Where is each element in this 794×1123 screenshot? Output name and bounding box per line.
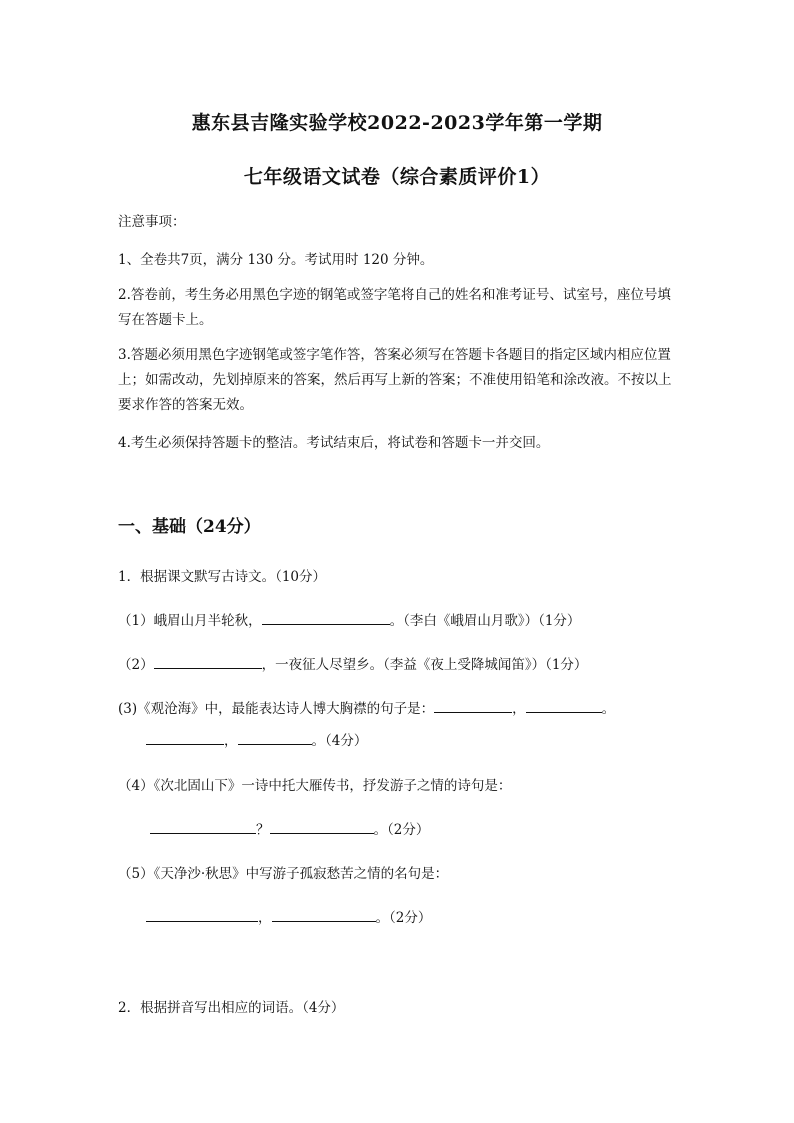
sub-1-prefix: （1）峨眉山月半轮秋，	[118, 613, 262, 629]
notice-heading: 注意事项：	[118, 214, 186, 230]
answer-blank[interactable]	[146, 730, 224, 745]
sub-4-end: 。（2分）	[373, 822, 430, 838]
question-1-sub-4-answer	[150, 818, 429, 838]
sub-2-prefix: （2）	[118, 657, 154, 673]
answer-blank[interactable]	[238, 730, 312, 745]
sub-3-separator: ，	[512, 701, 526, 717]
question-1-sub-3	[118, 697, 615, 717]
exam-title-line2: 七年级语文试卷（综合素质评价1）	[243, 166, 551, 188]
question-1-sub-4: （4）《次北固山下》一诗中托大雁传书，抒发游子之情的诗句是：	[118, 778, 512, 794]
notice-item-1: 1、全卷共7页，满分 130 分。考试用时 120 分钟。	[118, 252, 434, 268]
notice-item-4: 4.考生必须保持答题卡的整洁。考试结束后，将试卷和答题卡一并交回。	[118, 435, 550, 451]
sub-5-end: 。（2分）	[375, 910, 432, 926]
answer-blank[interactable]	[154, 654, 262, 669]
answer-blank[interactable]	[270, 819, 374, 834]
question-1-sub-5-answer	[146, 906, 431, 926]
sub-3-line2-separator: ，	[224, 733, 238, 749]
question-1-sub-3-line-2	[146, 729, 367, 749]
question-1-stem: 1．根据课文默写古诗文。（10分）	[118, 569, 327, 585]
answer-blank[interactable]	[434, 698, 512, 713]
sub-1-suffix: 。（李白《峨眉山月歌》）（1分）	[389, 613, 581, 629]
section-1-heading: 一、基础（24分）	[118, 517, 261, 537]
question-1-sub-5: （5）《天净沙·秋思》中写游子孤寂愁苦之情的名句是：	[118, 866, 449, 882]
sub-4-separator: ？	[256, 822, 270, 838]
notice-item-3: 3.答题必须用黑色字迹钢笔或签字笔作答，答案必须写在答题卡各题目的指定区域内相应位置上；如需改动，先划掉原来的答案，然后再写上新的答案；不准使用铅笔和涂改液。不按以上要求作答的答案无效。	[118, 347, 672, 413]
answer-blank[interactable]	[150, 819, 256, 834]
answer-blank[interactable]	[146, 907, 258, 922]
sub-3-prefix: (3)《观沧海》中，最能表达诗人博大胸襟的句子是：	[118, 701, 435, 717]
question-2-stem: 2．根据拼音写出相应的词语。（4分）	[118, 1000, 345, 1016]
sub-2-suffix: ，一夜征人尽望乡。（李益《夜上受降城闻笛》）（1分）	[261, 657, 588, 673]
sub-5-separator: ，	[258, 910, 272, 926]
sub-3-line2-end: 。（4分）	[311, 733, 368, 749]
exam-title-line1: 惠东县吉隆实验学校2022-2023学年第一学期	[191, 112, 603, 134]
question-1-sub-1	[118, 609, 580, 629]
answer-blank[interactable]	[526, 698, 602, 713]
answer-blank[interactable]	[262, 610, 390, 625]
notice-item-2: 2.答卷前，考生务必用黑色字迹的钢笔或签字笔将自己的姓名和准考证号、试室号，座位号填写在答题卡上。	[118, 287, 671, 328]
sub-3-end: 。	[601, 701, 616, 717]
answer-blank[interactable]	[272, 907, 376, 922]
question-1-sub-2	[118, 653, 587, 673]
